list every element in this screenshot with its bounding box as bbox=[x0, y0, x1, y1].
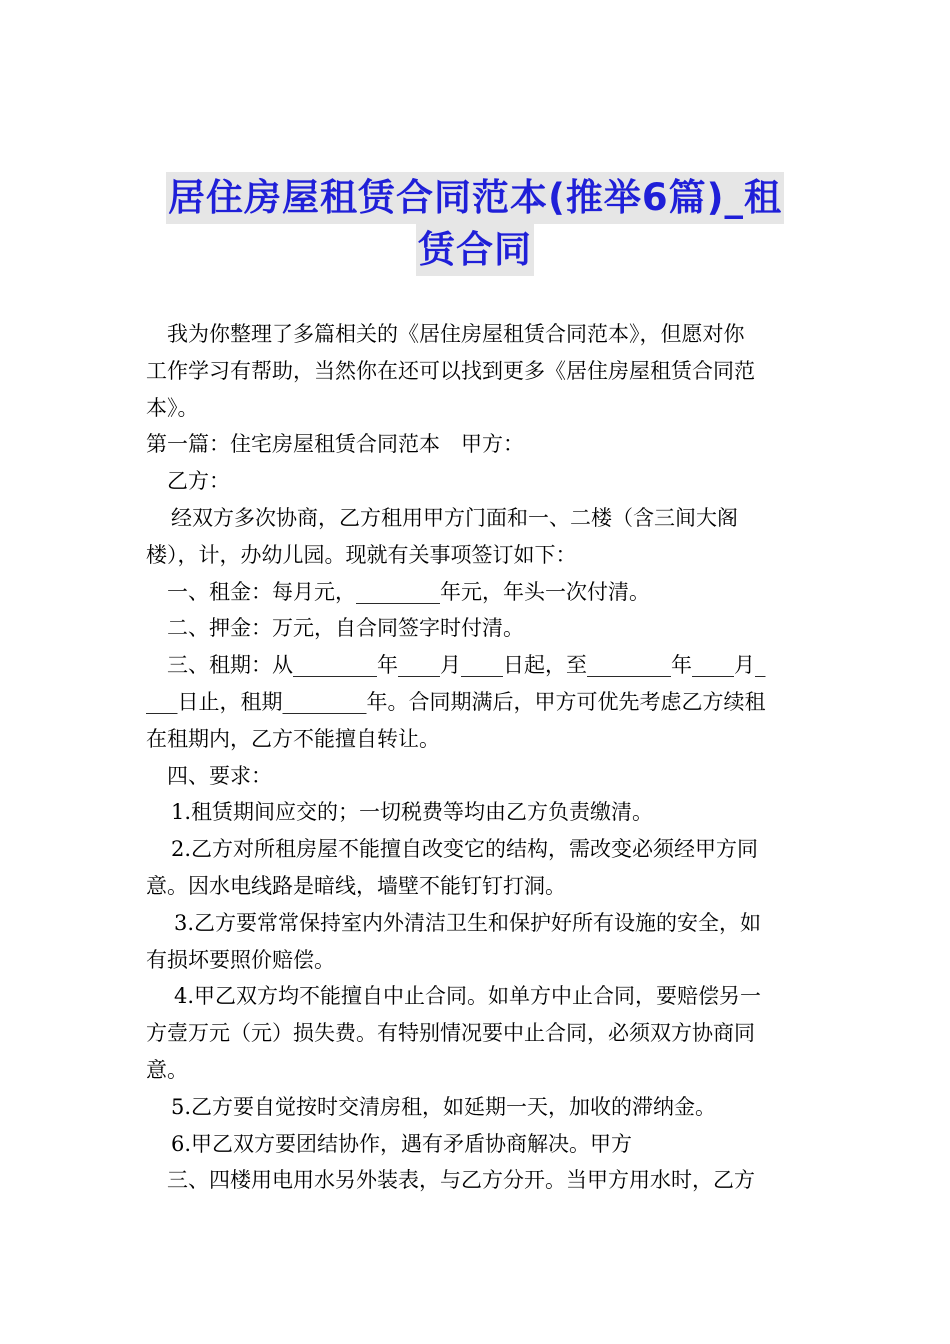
paragraph-line: 2.乙方对所租房屋不能擅自改变它的结构，需改变必须经甲方同 bbox=[171, 837, 759, 862]
paragraph-line: 意。 bbox=[146, 1057, 188, 1082]
paragraph-line: 工作学习有帮助，当然你在还可以找到更多《居住房屋租赁合同范 bbox=[146, 358, 755, 383]
document-body bbox=[146, 316, 808, 1199]
paragraph-line: 本》。 bbox=[146, 395, 199, 420]
title-line-1: 居住房屋租赁合同范本(推举6篇)_租 bbox=[166, 172, 784, 224]
paragraph-line: 4.甲乙双方均不能擅自中止合同。如单方中止合同，要赔偿另一 bbox=[174, 984, 762, 1009]
paragraph-line: 3.乙方要常常保持室内外清洁卫生和保护好所有设施的安全，如 bbox=[174, 910, 762, 935]
paragraph-line: 我为你整理了多篇相关的《居住房屋租赁合同范本》，但愿对你 bbox=[167, 322, 745, 346]
paragraph-line: 有损坏要照价赔偿。 bbox=[146, 947, 335, 972]
paragraph-line: 楼），计，办幼儿园。现就有关事项签订如下： bbox=[146, 542, 577, 567]
title-line-2: 赁合同 bbox=[416, 224, 534, 276]
paragraph-line: 1.租赁期间应交的；一切税费等均由乙方负责缴清。 bbox=[171, 800, 654, 825]
paragraph-line: 在租期内，乙方不能擅自转让。 bbox=[146, 726, 440, 751]
paragraph-line: 意。因水电线路是暗线，墙壁不能钉钉打洞。 bbox=[146, 873, 566, 898]
paragraph-line: 乙方： bbox=[167, 469, 230, 494]
paragraph-line: 经双方多次协商，乙方租用甲方门面和一、二楼（含三间大阁 bbox=[171, 505, 738, 530]
paragraph-line: 一、租金：每月元，________年元，年头一次付清。 bbox=[167, 579, 650, 604]
paragraph-line: 方壹万元（元）损失费。有特别情况要中止合同，必须双方协商同 bbox=[146, 1021, 755, 1046]
paragraph-line: 四、要求： bbox=[167, 763, 272, 788]
paragraph-line: 6.甲乙双方要团结协作，遇有矛盾协商解决。甲方 bbox=[171, 1131, 633, 1156]
paragraph-line: 第一篇：住宅房屋租赁合同范本 甲方： bbox=[146, 432, 524, 457]
paragraph-line: 三、租期：从________年____月____日起，至________年____月_ bbox=[167, 653, 766, 678]
document-title bbox=[150, 172, 800, 276]
paragraph-line: 二、押金：万元，自合同签字时付清。 bbox=[167, 616, 524, 641]
paragraph-line: 5.乙方要自觉按时交清房租，如延期一天，加收的滞纳金。 bbox=[171, 1094, 717, 1119]
paragraph-line: ___日止，租期________年。合同期满后，甲方可优先考虑乙方续租 bbox=[146, 689, 766, 714]
paragraph-line: 三、四楼用电用水另外装表，与乙方分开。当甲方用水时，乙方 bbox=[167, 1168, 755, 1193]
